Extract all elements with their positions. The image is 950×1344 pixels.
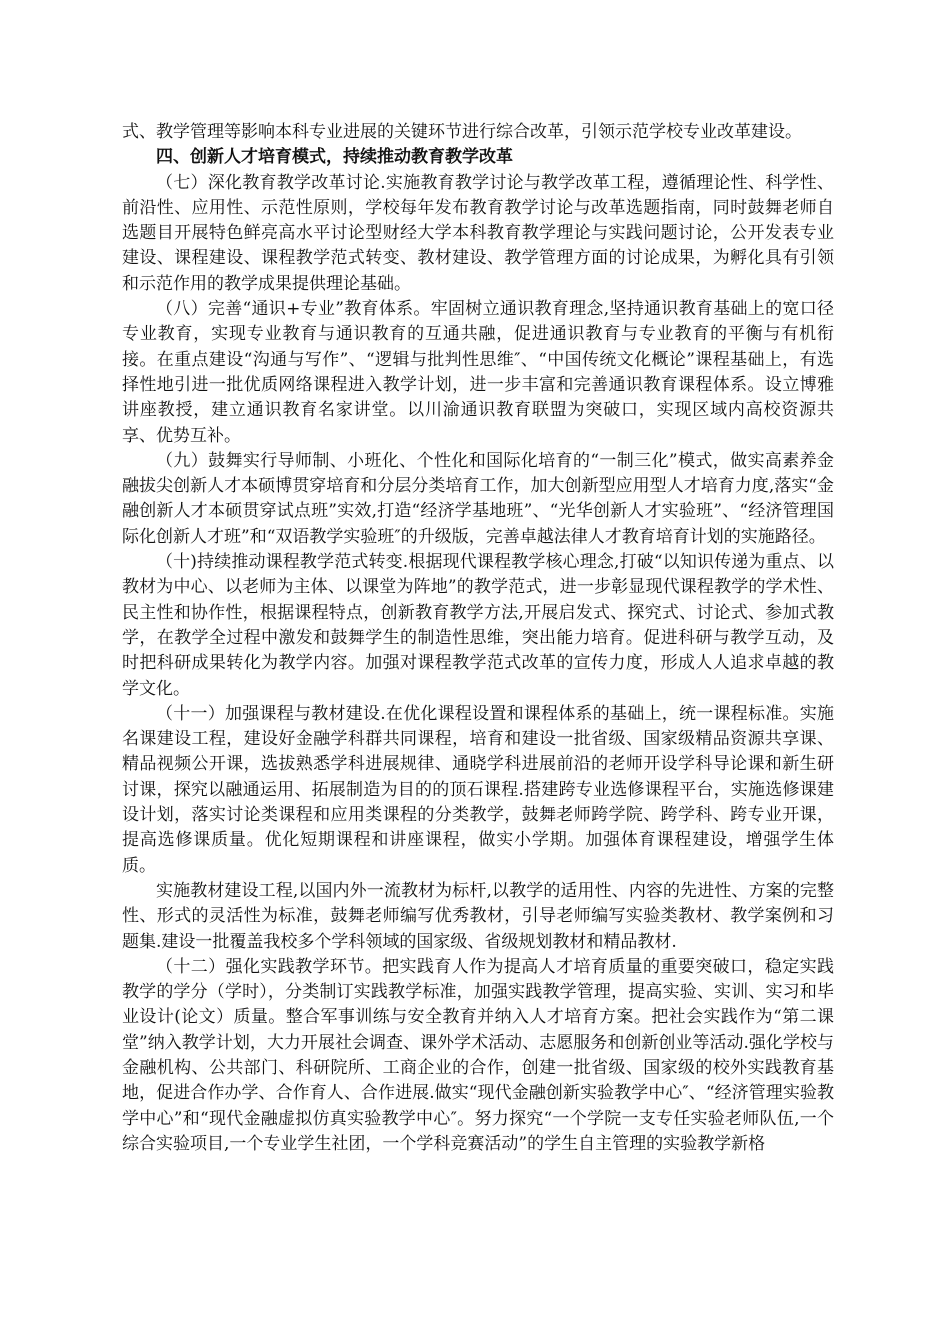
paragraph-11: （十一）加强课程与教材建设.在优化课程设置和课程体系的基础上，统一课程标准。实施名课建设工程，建设好金融学科群共同课程，培育和建设一批省级、国家级精品资源共享课、精品视频公开课，选拔熟悉学科进展规律、通晓学科进展前沿的老师开设学科导论课和新生研讨课，探究以融通运用、拓展制造为目的的顶石课程.搭建跨专业选修课程平台，实施选修课建设计划，落实讨论类课程和应用类课程的分类教学，鼓舞老师跨学院、跨学科、跨专业开课，提高选修课质量。优化短期课程和讲座课程，做实小学期。加强体育课程建设，增强学生体质。: [122, 703, 834, 876]
paragraph-textbook: 实施教材建设工程,以国内外一流教材为标杆,以教学的适用性、内容的先进性、方案的完整性、形式的灵活性为标准，鼓舞老师编写优秀教材，引导老师编写实验类教材、教学案例和习题集.建设一批覆盖我校多个学科领域的国家级、省级规划教材和精品教材.: [122, 880, 834, 952]
section-heading: 四、创新人才培育模式，持续推动教育教学改革: [156, 147, 513, 168]
paragraph-8: （八）完善“通识+专业”教育体系。牢固树立通识教育理念,坚持通识教育基础上的宽口径专业教育，实现专业教育与通识教育的互通共融，促进通识教育与专业教育的平衡与有机衔接。在重点建设“沟通与写作”、“逻辑与批判性思维″、“中国传统文化概论”课程基础上，有选择性地引进一批优质网络课程进入教学计划，进一步丰富和完善通识教育课程体系。设立博雅讲座教授，建立通识教育名家讲堂。以川渝通识教育联盟为突破口，实现区域内高校资源共享、优势互补。: [122, 299, 834, 446]
continuation-paragraph: 式、教学管理等影响本科专业进展的关键环节进行综合改革，引领示范学校专业改革建设。: [122, 122, 802, 142]
paragraph-7: （七）深化教育教学改革讨论.实施教育教学讨论与教学改革工程，遵循理论性、科学性、前沿性、应用性、示范性原则，学校每年发布教育教学讨论与改革选题指南，同时鼓舞老师自选题目开展特色鲜亮高水平讨论型财经大学本科教育教学理论与实践问题讨论，公开发表专业建设、课程建设、课程教学范式转变、教材建设、教学管理方面的讨论成果，为孵化具有引领和示范作用的教学成果提供理论基础。: [122, 172, 834, 294]
paragraph-9: （九）鼓舞实行导师制、小班化、个性化和国际化培育的“一制三化”模式，做实高素养金融拔尖创新人才本硕博贯穿培育和分层分类培育工作，加大创新型应用型人才培育力度,落实“金融创新人才本硕贯穿试点班”实效,打造“经济学基地班”、“光华创新人才实验班”、“经济管理国际化创新人才班”和“双语教学实验班″的升级版，完善卓越法律人才教育培育计划的实施路径。: [122, 450, 834, 547]
paragraph-12: （十二）强化实践教学环节。把实践育人作为提高人才培育质量的重要突破口，稳定实践教学的学分（学时），分类制订实践教学标准，加强实践教学管理，提高实验、实训、实习和毕业设计(论文）质量。整合军事训练与安全教育并纳入人才培育方案。把社会实践作为“第二课堂”纳入教学计划，大力开展社会调查、课外学术活动、志愿服务和创新创业等活动.强化学校与金融机构、公共部门、科研院所、工商企业的合作，创建一批省级、国家级的校外实践教育基地，促进合作办学、合作育人、合作进展.做实“现代金融创新实验教学中心″、“经济管理实验教学中心”和“现代金融虚拟仿真实验教学中心″。努力探究“一个学院一支专任实验老师队伍,一个综合实验项目,一个专业学生社团，一个学科竞赛活动”的学生自主管理的实验教学新格: [122, 956, 834, 1154]
document-page: [122, 120, 834, 1157]
paragraph-10: （十)持续推动课程教学范式转变.根据现代课程教学核心理念,打破“以知识传递为重点、以教材为中心、以老师为主体、以课堂为阵地”的教学范式，进一步彰显现代课程教学的学术性、民主性和协作性，根据课程特点，创新教育教学方法,开展启发式、探究式、讨论式、参加式教学，在教学全过程中激发和鼓舞学生的制造性思维，突出能力培育。促进科研与教学互动，及时把科研成果转化为教学内容。加强对课程教学范式改革的宣传力度，形成人人追求卓越的教学文化。: [122, 552, 834, 699]
